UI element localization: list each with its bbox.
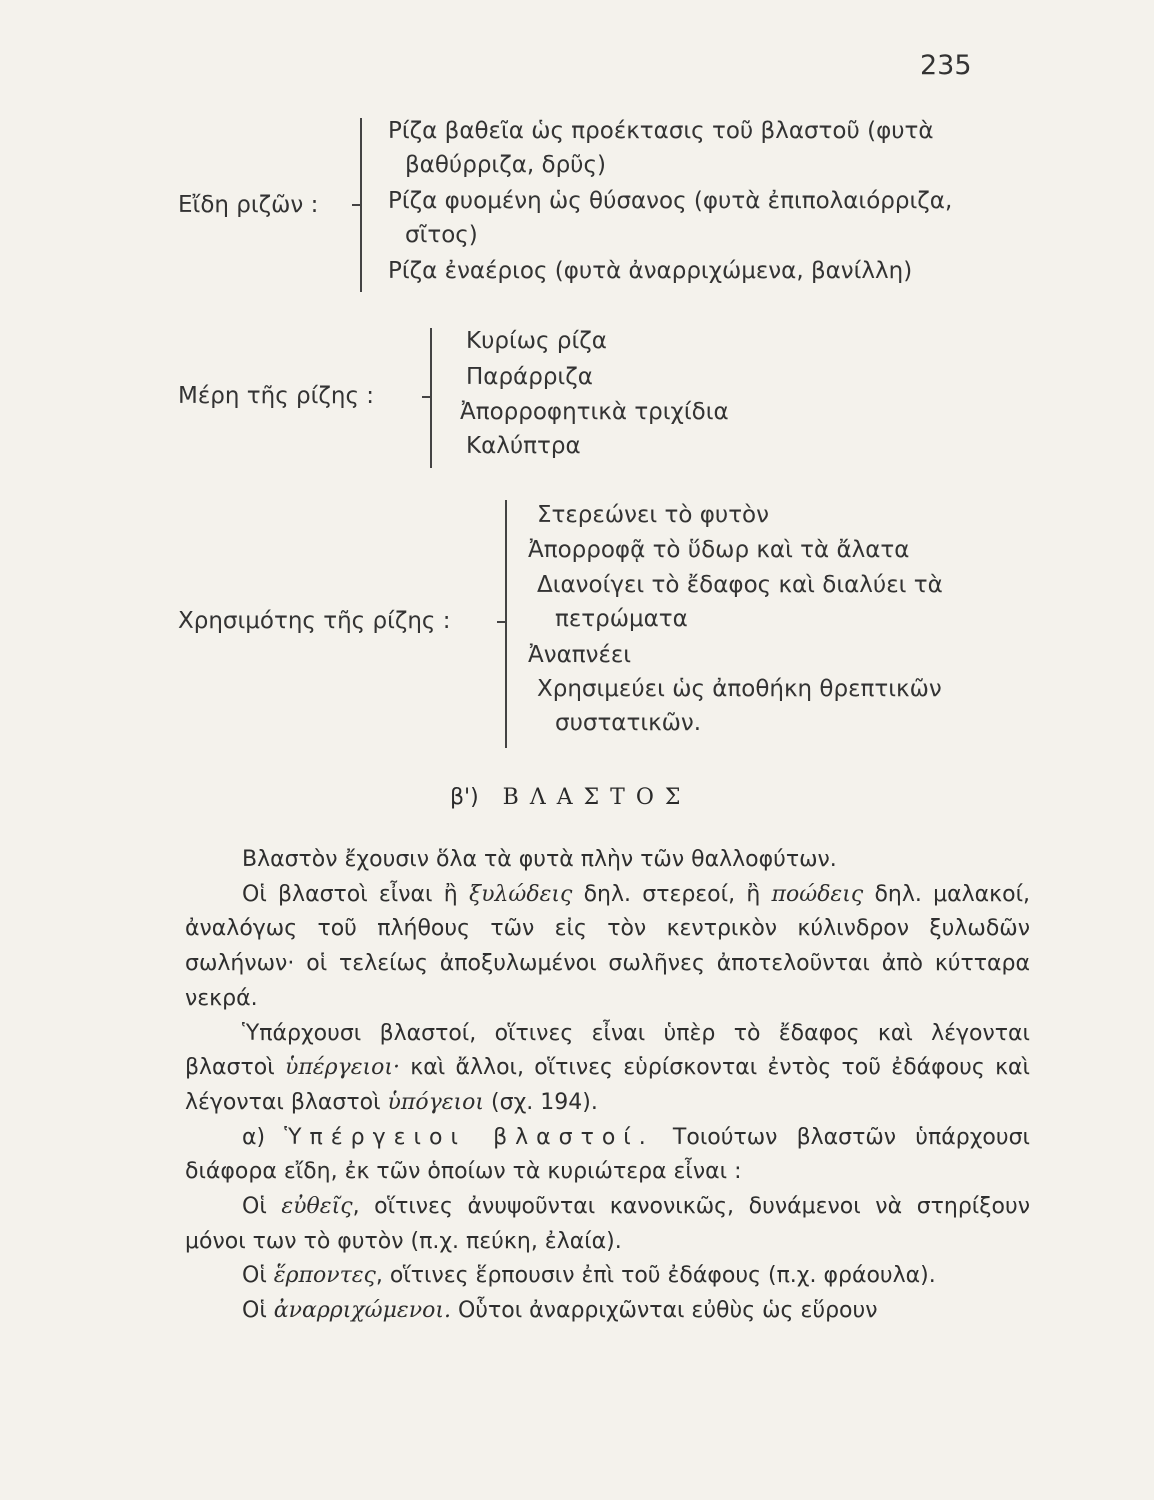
root-parts-label: Μέρη τῆς ρίζης :	[178, 383, 375, 409]
root-part-line: Καλύπτρα	[466, 433, 581, 459]
root-use-line: Ἀναπνέει	[528, 642, 632, 668]
root-use-line: Ἀπορροφᾷ τὸ ὕδωρ καὶ τὰ ἄλατα	[528, 537, 910, 563]
section-title: ΒΛΑΣΤΟΣ	[502, 785, 692, 810]
paragraph: Βλαστὸν ἔχουσιν ὅλα τὰ φυτὰ πλὴν τῶν θαλλοφύτων.	[242, 847, 837, 872]
emphasis: ἀναρριχώμενοι.	[273, 1298, 451, 1324]
root-use-line: Στερεώνει τὸ φυτὸν	[537, 502, 769, 528]
root-use-line: Διανοίγει τὸ ἔδαφος καὶ διαλύει τὰ	[537, 572, 943, 598]
emphasis: ὑπέργειοι·	[284, 1055, 400, 1081]
emphasis: ξυλώδεις	[468, 881, 573, 907]
paragraph: Οἱ εὐθεῖς, οἵτινες ἀνυψοῦνται κανονικῶς, δυνάμενοι νὰ στηρίξουν μόνοι των τὸ φυτὸν (π.χ. πεύκη, ἐλαία).	[185, 1194, 1030, 1254]
section-number: β')	[450, 785, 479, 810]
root-uses-label: Χρησιμότης τῆς ρίζης :	[178, 608, 451, 634]
paragraph: Οἱ ἀναρριχώμενοι. Οὗτοι ἀναρριχῶνται εὐθὺς ὡς εὕρουν	[242, 1298, 878, 1324]
root-use-line: συστατικῶν.	[555, 710, 702, 736]
paragraph: α) Ὑπέργειοι βλαστοί. Τοιούτων βλαστῶν ὑπάρχουσι διάφορα εἴδη, ἐκ τῶν ὁποίων τὰ κυριώτερα εἶναι :	[185, 1124, 1030, 1185]
root-type-line: Ρίζα φυομένη ὡς θύσανος (φυτὰ ἐπιπολαιόρριζα,	[388, 188, 953, 214]
emphasis: ὑπόγειοι	[387, 1089, 485, 1115]
root-part-line: Παράρριζα	[466, 364, 593, 390]
root-parts-bracket-point	[422, 396, 432, 398]
paragraph: Οἱ ἕρποντες, οἵτινες ἕρπουσιν ἐπὶ τοῦ ἐδάφους (π.χ. φράουλα).	[242, 1263, 936, 1289]
root-type-line: Ρίζα βαθεῖα ὡς προέκτασις τοῦ βλαστοῦ (φυτὰ	[388, 118, 934, 144]
root-part-line: Ἀπορροφητικὰ τριχίδια	[460, 399, 729, 425]
root-use-line: Χρησιμεύει ὡς ἀποθήκη θρεπτικῶν	[537, 676, 942, 702]
root-type-line: σῖτος)	[405, 222, 478, 248]
page-number: 235	[920, 50, 972, 81]
subheading: Ὑπέργειοι βλαστοί.	[284, 1124, 654, 1150]
emphasis: ἕρποντες	[273, 1263, 376, 1289]
section-heading	[450, 785, 691, 810]
root-uses-bracket-point	[497, 621, 507, 623]
root-uses-bracket	[505, 500, 507, 748]
root-type-line: βαθύρριζα, δρῦς)	[405, 152, 606, 178]
root-use-line: πετρώματα	[555, 606, 688, 632]
emphasis: εὐθεῖς	[281, 1194, 353, 1220]
root-types-bracket-point	[352, 204, 362, 206]
root-part-line: Κυρίως ρίζα	[466, 328, 607, 354]
root-type-line: Ρίζα ἐναέριος (φυτὰ ἀναρριχώμενα, βανίλλη)	[388, 258, 913, 284]
body-text	[185, 843, 1030, 1329]
root-types-label: Εἴδη ριζῶν :	[178, 192, 319, 218]
paragraph: Ὑπάρχουσι βλαστοί, οἵτινες εἶναι ὑπὲρ τὸ ἔδαφος καὶ λέγονται βλαστοὶ ὑπέργειοι· καὶ ἄλλοι, οἵτινες εὑρίσκονται ἐντὸς τοῦ ἐδάφους καὶ λέγονται βλαστοὶ ὑπόγειοι (σχ. 194).	[185, 1020, 1030, 1115]
emphasis: ποώδεις	[771, 881, 864, 907]
paragraph: Οἱ βλαστοὶ εἶναι ἢ ξυλώδεις δηλ. στερεοί, ἢ ποώδεις δηλ. μαλακοί, ἀναλόγως τοῦ πλήθους τῶν εἰς τὸν κεντρικὸν κύλινδρον ξυλωδῶν σωλήνων· οἱ τελείως ἀποξυλωμένοι σωλῆνες ἀποτελοῦνται ἀπὸ κύτταρα νεκρά.	[185, 881, 1031, 1011]
root-parts-bracket	[430, 328, 432, 468]
